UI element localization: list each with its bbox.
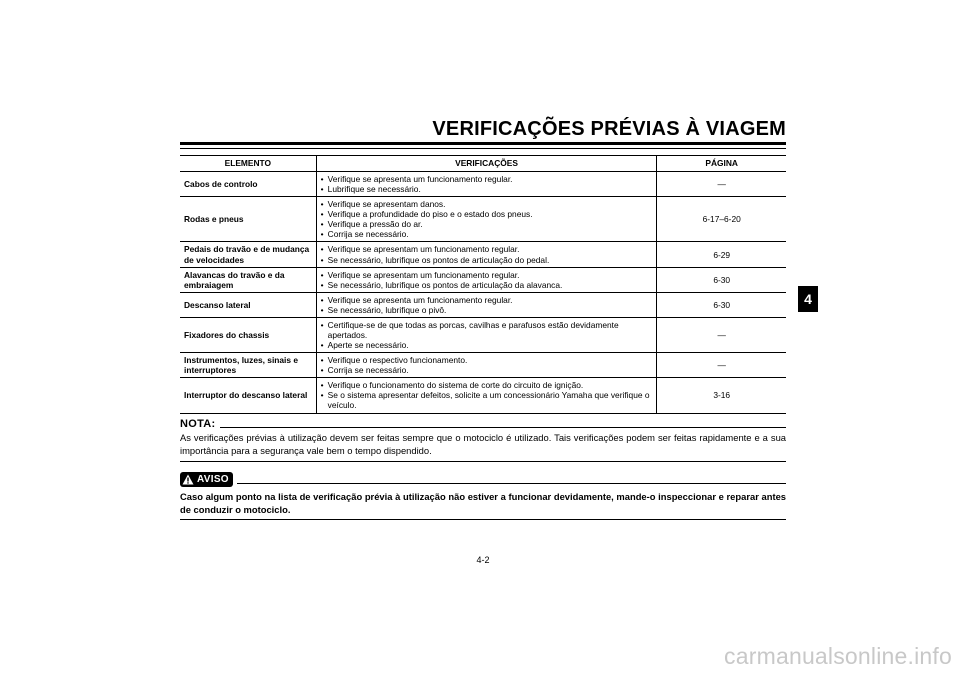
row-checks bbox=[316, 172, 657, 197]
row-page: — bbox=[657, 172, 786, 197]
note-heading bbox=[180, 418, 786, 430]
note-title: NOTA: bbox=[180, 418, 216, 430]
row-page: — bbox=[657, 317, 786, 352]
header-rule bbox=[180, 142, 786, 145]
warning-rule bbox=[237, 483, 786, 484]
check-item: • Se o sistema apresentar defeitos, solicite a um concessionário Yamaha que verifique o veículo. bbox=[321, 390, 653, 410]
check-item: • Verifique se apresentam um funcionamento regular. bbox=[321, 270, 653, 280]
check-item: • Verifique se apresentam um funcionamento regular. bbox=[321, 244, 653, 254]
table-header-row bbox=[180, 156, 786, 172]
table-row bbox=[180, 378, 786, 413]
warning-heading bbox=[180, 472, 786, 487]
row-item: Instrumentos, luzes, sinais e interruptores bbox=[180, 353, 316, 378]
table-row bbox=[180, 197, 786, 242]
note-section bbox=[180, 418, 786, 462]
page-title: VERIFICAÇÕES PRÉVIAS À VIAGEM bbox=[432, 118, 786, 140]
check-item: • Certifique-se de que todas as porcas, cavilhas e parafusos estão devidamente apertados. bbox=[321, 320, 653, 340]
row-checks bbox=[316, 197, 657, 242]
chapter-tab[interactable]: 4 bbox=[798, 286, 818, 312]
table-row bbox=[180, 292, 786, 317]
row-page: 6-30 bbox=[657, 292, 786, 317]
row-checks bbox=[316, 353, 657, 378]
check-item: • Aperte se necessário. bbox=[321, 340, 653, 350]
row-page: — bbox=[657, 353, 786, 378]
row-checks bbox=[316, 317, 657, 352]
row-item: Descanso lateral bbox=[180, 292, 316, 317]
header-checks: VERIFICAÇÕES bbox=[316, 156, 657, 172]
row-page: 6-30 bbox=[657, 267, 786, 292]
pre-operation-checklist-table bbox=[180, 155, 786, 414]
row-item: Pedais do travão e de mudança de velocidades bbox=[180, 242, 316, 267]
check-item: • Corrija se necessário. bbox=[321, 365, 653, 375]
table-row bbox=[180, 172, 786, 197]
check-item: • Verifique o respectivo funcionamento. bbox=[321, 355, 653, 365]
note-bottom-rule bbox=[180, 461, 786, 462]
row-checks bbox=[316, 378, 657, 413]
row-checks bbox=[316, 267, 657, 292]
check-item: • Verifique a pressão do ar. bbox=[321, 219, 653, 229]
page-number: 4-2 bbox=[476, 555, 490, 565]
check-item: • Se necessário, lubrifique os pontos de articulação do pedal. bbox=[321, 255, 653, 265]
warning-section bbox=[180, 472, 786, 520]
row-item: Cabos de controlo bbox=[180, 172, 316, 197]
warning-triangle-icon bbox=[182, 474, 194, 485]
row-item: Interruptor do descanso lateral bbox=[180, 378, 316, 413]
row-item: Rodas e pneus bbox=[180, 197, 316, 242]
warning-badge bbox=[180, 472, 233, 487]
warning-bottom-rule bbox=[180, 519, 786, 520]
check-item: • Verifique a profundidade do piso e o estado dos pneus. bbox=[321, 209, 653, 219]
table-row bbox=[180, 317, 786, 352]
table-row bbox=[180, 242, 786, 267]
check-item: • Verifique se apresenta um funcionamento regular. bbox=[321, 174, 653, 184]
note-rule bbox=[220, 427, 786, 428]
header-item: ELEMENTO bbox=[180, 156, 316, 172]
note-text: As verificações prévias à utilização devem ser feitas sempre que o motociclo é utilizado. Tais verificações podem ser feitas rapidamente e a sua importância para a segurança vale bem o tempo dispendido. bbox=[180, 432, 786, 456]
row-checks bbox=[316, 292, 657, 317]
watermark: carmanualsonline.info bbox=[724, 643, 952, 669]
table-row bbox=[180, 267, 786, 292]
row-page: 3-16 bbox=[657, 378, 786, 413]
table-row bbox=[180, 353, 786, 378]
warning-label: AVISO bbox=[197, 474, 229, 485]
row-checks bbox=[316, 242, 657, 267]
header-rule-thin bbox=[180, 148, 786, 149]
check-item: • Verifique se apresenta um funcionamento regular. bbox=[321, 295, 653, 305]
warning-text: Caso algum ponto na lista de verificação prévia à utilização não estiver a funcionar devidamente, mande-o inspeccionar e reparar antes de conduzir o motociclo. bbox=[180, 491, 786, 515]
header-page: PÁGINA bbox=[657, 156, 786, 172]
check-item: • Se necessário, lubrifique o pivô. bbox=[321, 305, 653, 315]
check-item: • Verifique o funcionamento do sistema de corte do circuito de ignição. bbox=[321, 380, 653, 390]
check-item: • Verifique se apresentam danos. bbox=[321, 199, 653, 209]
row-item: Alavancas do travão e da embraiagem bbox=[180, 267, 316, 292]
check-item: • Lubrifique se necessário. bbox=[321, 184, 653, 194]
row-item: Fixadores do chassis bbox=[180, 317, 316, 352]
check-item: • Se necessário, lubrifique os pontos de articulação da alavanca. bbox=[321, 280, 653, 290]
row-page: 6-17–6-20 bbox=[657, 197, 786, 242]
row-page: 6-29 bbox=[657, 242, 786, 267]
check-item: • Corrija se necessário. bbox=[321, 229, 653, 239]
